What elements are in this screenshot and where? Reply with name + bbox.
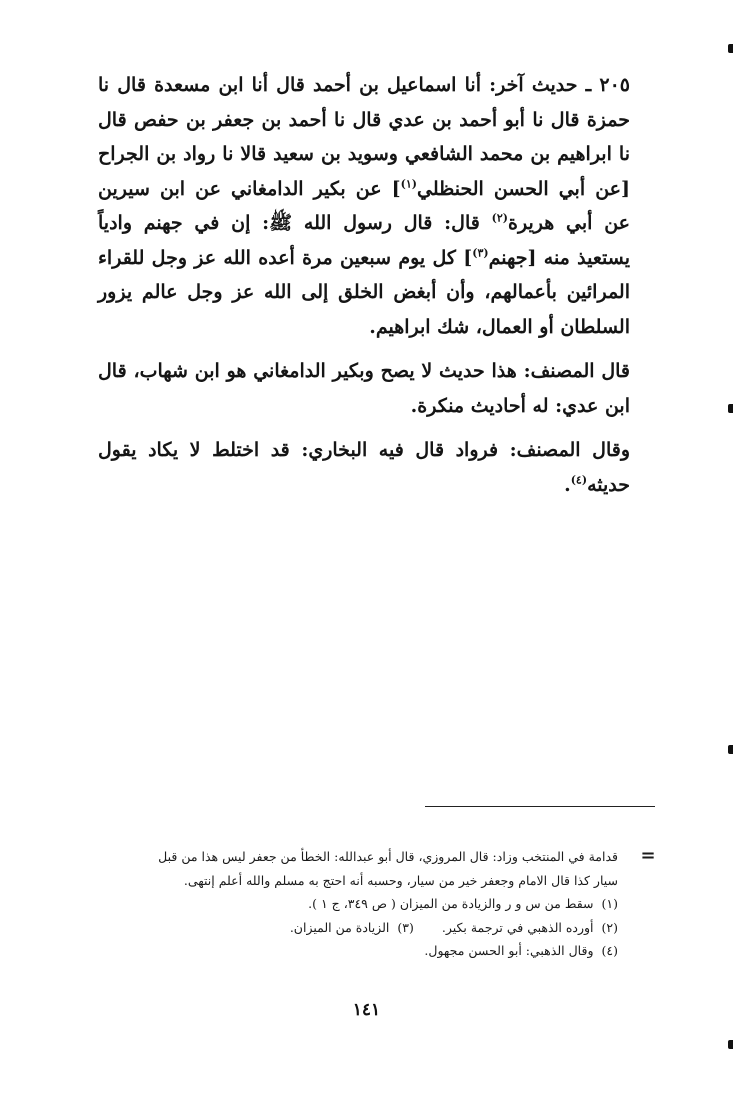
hadith-205-paragraph [98,68,630,344]
hadith-205-text-part3: قال: قال رسول الله ﷺ: إن في جهنم وادياً يستعيذ منه [جهنم [98,212,631,269]
continuation-mark: = [640,845,656,866]
scan-edge-mark [728,1040,733,1049]
hadith-205-text-part4: ] كل يوم سبعين مرة أعده الله عز وجل للقراء المرائين بأعمالهم، وأن أبغض الخلق إلى الله عز وجل عالم يزور السلطان أو العمال، شك ابراهيم. [98,246,630,338]
footnotes-block [100,844,660,963]
continuation-text-2: سيار كذا قال الامام وجعفر خير من سيار، وحسبه أنه احتج به مسلم والله أعلم إنتهى. [183,872,618,888]
footnote-1-number: (١) [601,896,618,911]
footnote-3-text: الزيادة من الميزان. [289,919,390,935]
continuation-text-1: قدامة في المنتخب وزاد: قال المروزي، قال أبو عبدالله: الخطأ من جعفر ليس هذا من قبل [158,849,618,864]
footnote-4-text: وقال الذهبي: أبو الحسن مجهول. [424,943,594,958]
footnote-ref-2: (٢) [491,211,508,225]
footnote-2-text: أورده الذهبي في ترجمة بكير. [441,919,594,935]
scan-edge-mark [728,745,733,754]
page-number: ١٤١ [352,1000,381,1020]
footnote-ref-3: (٣) [472,246,489,260]
footnote-1 [100,892,660,916]
footnote-3-number: (٣) [397,919,414,935]
footnote-4 [100,939,660,963]
author-comment-2-end: . [564,473,571,496]
footnote-divider [425,806,655,807]
footnote-continuation-line-1 [100,844,660,869]
footnote-continuation-line-2 [100,869,660,893]
author-comment-text: قال المصنف: هذا حديث لا يصح وبكير الدامغاني هو ابن شهاب، قال ابن عدي: له أحاديث منكرة. [98,360,630,417]
scan-edge-mark [728,44,733,53]
footnote-4-number: (٤) [601,943,618,958]
hadith-205-text-part1: ٢٠٥ ـ حديث آخر: أنا اسماعيل بن أحمد قال أنا ابن مسعدة قال نا حمزة قال نا أبو أحمد بن عدي قال نا أحمد بن جعفر بن حفص قال نا ابراهيم بن محمد الشافعي وسويد بن سعيد قالا نا رواد بن الجراح [عن أبي الحسن الحنظلي [98,74,630,200]
footnote-1-text: سقط من س و ر والزيادة من الميزان ( ص ٣٤٩، ج ١ ). [308,896,594,911]
footnote-ref-4: (٤) [570,473,588,487]
scan-edge-mark [728,404,733,413]
author-comment-2-text: وقال المصنف: فرواد قال فيه البخاري: قد اختلط لا يكاد يقول حديثه [98,439,630,496]
footnote-ref-1: (١) [400,177,417,191]
footnote-2-3 [100,916,660,940]
main-text-block [98,68,630,512]
author-comment-paragraph [98,354,630,423]
footnote-2-number: (٢) [601,919,618,935]
author-comment-2-paragraph [98,433,630,502]
hadith-205-text-part2: ] عن بكير الدامغاني عن ابن سيرين عن أبي هريرة [98,177,630,234]
